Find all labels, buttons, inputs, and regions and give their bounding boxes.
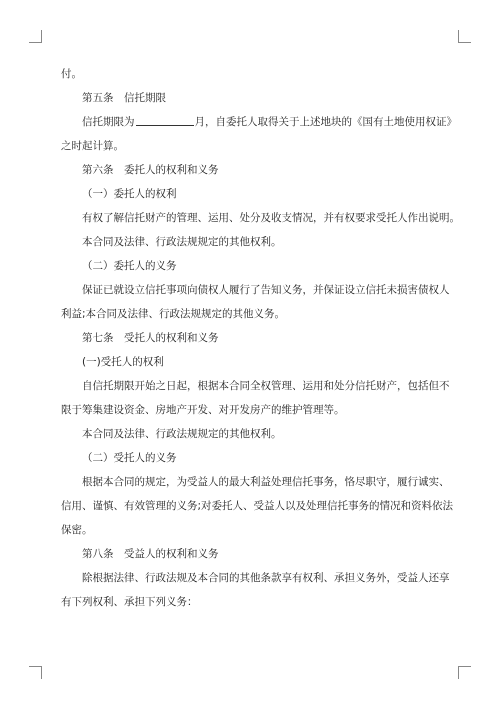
text-line: 付。 (61, 68, 82, 80)
text-line: 信用、谨慎、有效管理的义务;对委托人、受益人以及处理信托事务的情况和资料依法 (61, 500, 454, 512)
crop-mark-top-right (458, 30, 471, 43)
text-line: 有下列权利、承担下列义务： (61, 596, 198, 608)
text-fragment: 月，自委托人取得关于上述地块的《国有土地使用权证》 (194, 116, 457, 128)
text-line: 除根据法律、行政法规及本合同的其他条款享有权利、承担义务外，受益人还享 (82, 572, 450, 584)
section-heading: （二）受托人的义务 (82, 452, 177, 464)
text-line: 本合同及法律、行政法规规定的其他权利。 (82, 428, 282, 440)
text-line: 保证已就设立信托事项向债权人履行了告知义务，并保证设立信托未损害债权人 (82, 284, 450, 296)
text-line: 之时起计算。 (61, 140, 124, 152)
text-line: 限于筹集建设资金、房地产开发、对开发房产的维护管理等。 (61, 404, 345, 416)
text-line: 根据本合同的规定，为受益人的最大利益处理信托事务，恪尽职守，履行诚实、 (82, 476, 450, 488)
text-line: 本合同及法律、行政法规规定的其他权利。 (82, 236, 282, 248)
text-line: 保密。 (61, 524, 93, 536)
article-heading: 第七条 受托人的权利和义务 (82, 332, 219, 344)
section-heading: （一）委托人的权利 (82, 188, 177, 200)
section-heading: (一)受托人的权利 (82, 356, 164, 368)
section-heading: （二）委托人的义务 (82, 260, 177, 272)
crop-mark-bottom-left (29, 666, 42, 679)
crop-mark-top-left (29, 30, 42, 43)
text-line: 利益;本合同及法律、行政法规规定的其他义务。 (61, 308, 286, 320)
text-fragment: 信托期限为 (82, 116, 135, 128)
text-line: 有权了解信托财产的管理、运用、处分及收支情况，并有权要求受托人作出说明。 (82, 212, 460, 224)
fill-in-blank (136, 114, 194, 126)
document-body (61, 62, 460, 614)
text-line: 自信托期限开始之日起，根据本合同全权管理、运用和处分信托财产，包括但不 (82, 380, 450, 392)
crop-mark-bottom-right (458, 666, 471, 679)
article-heading: 第六条 委托人的权利和义务 (82, 164, 219, 176)
article-heading: 第五条 信托期限 (82, 92, 166, 104)
article-heading: 第八条 受益人的权利和义务 (82, 548, 219, 560)
text-line-with-blank (61, 110, 457, 134)
